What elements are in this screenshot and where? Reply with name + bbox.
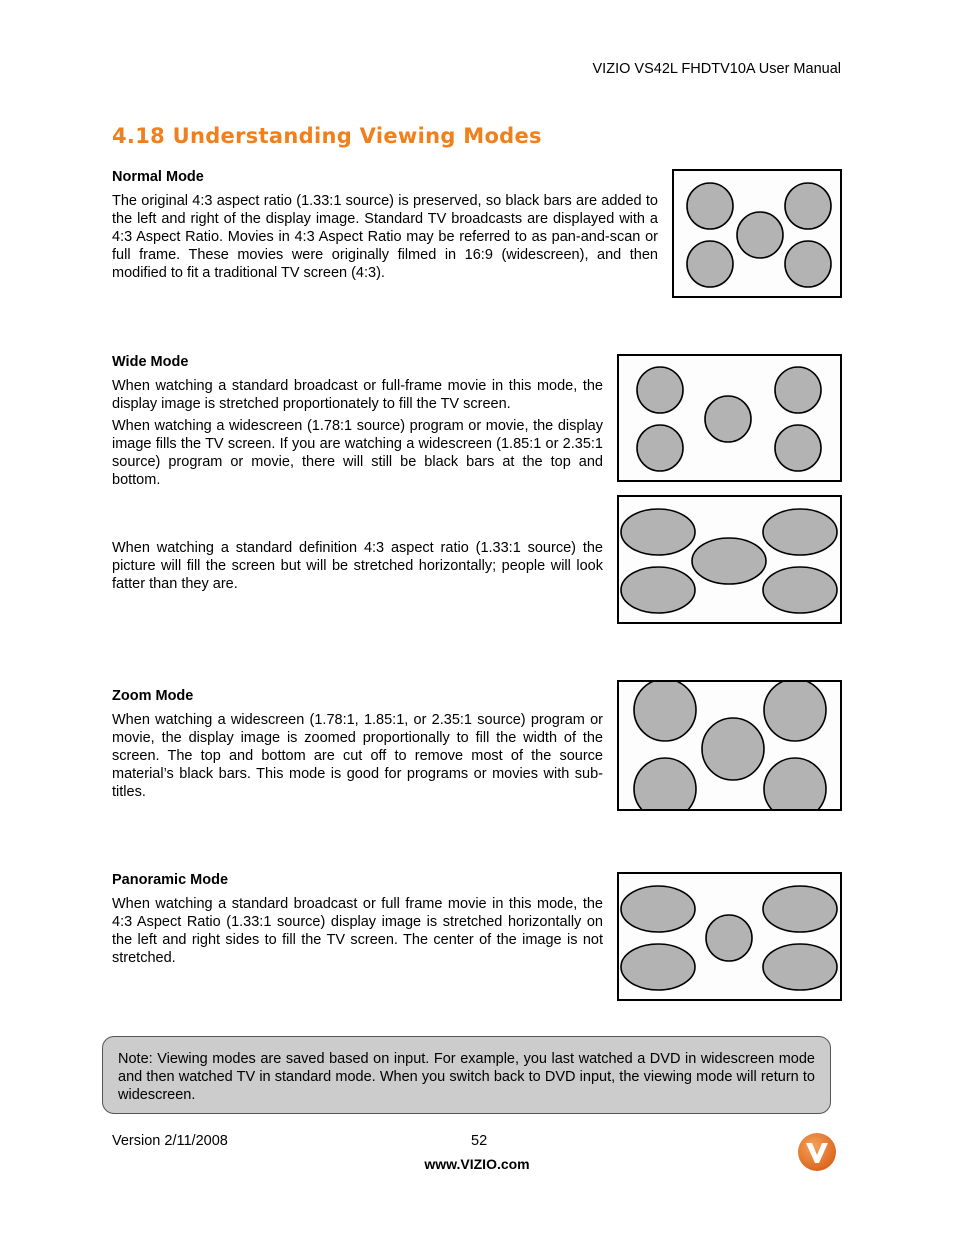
illustration-circle <box>634 758 696 809</box>
illustration-circle <box>785 183 831 229</box>
wide-mode-heading: Wide Mode <box>112 354 189 370</box>
illustration-ellipse <box>763 567 837 613</box>
wide-mode-illustration-stretched <box>617 495 842 624</box>
illustration-ellipse <box>621 509 695 555</box>
illustration-circle <box>764 682 826 741</box>
note-box <box>102 1036 831 1114</box>
footer-url-text: www.VIZIO.com <box>424 1156 530 1172</box>
illustration-circle <box>785 241 831 287</box>
zoom-mode-illustration <box>617 680 842 811</box>
panoramic-mode-illustration <box>617 872 842 1001</box>
illustration-circle <box>775 367 821 413</box>
illustration-circle <box>687 241 733 287</box>
panoramic-mode-heading: Panoramic Mode <box>112 872 229 888</box>
normal-mode-illustration <box>672 169 842 298</box>
section-title: 4.18 Understanding Viewing Modes <box>112 124 542 148</box>
illustration-circle <box>705 396 751 442</box>
manual-title: VIZIO VS42L FHDTV10A User Manual <box>592 61 841 77</box>
illustration-circle <box>737 212 783 258</box>
zoom-mode-heading: Zoom Mode <box>112 688 194 704</box>
illustration-ellipse <box>621 886 695 932</box>
wide-mode-description-2: When watching a widescreen (1.78:1 source) program or movie, the display image fills the TV screen. If you are watching a widescreen (1.85:1 or 2.35:1 source) program or movie, there will still be black bars at the top and bottom. <box>112 418 603 488</box>
panoramic-mode-description: When watching a standard broadcast or full frame movie in this mode, the 4:3 Aspect Ratio (1.33:1 source) display image is stretched horizontally on the left and right sides to fill the TV screen. The center of the image is not stretched. <box>112 896 603 966</box>
illustration-ellipse <box>692 538 766 584</box>
zoom-mode-description: When watching a widescreen (1.78:1, 1.85:1, or 2.35:1 source) program or movie, the display image is zoomed proportionally to fill the width of the screen. The top and bottom are cut off to remove most of the source material’s black bars. This mode is good for programs or movies with sub-titles. <box>112 712 603 800</box>
footer-version: Version 2/11/2008 <box>112 1133 228 1149</box>
illustration-circle <box>775 425 821 471</box>
wide-mode-illustration-widescreen <box>617 354 842 482</box>
normal-mode-heading: Normal Mode <box>112 169 204 185</box>
illustration-circle <box>764 758 826 809</box>
illustration-ellipse <box>621 944 695 990</box>
illustration-circle <box>702 718 764 780</box>
illustration-ellipse <box>763 509 837 555</box>
wide-mode-description-1: When watching a standard broadcast or full-frame movie in this mode, the display image is stretched proportionately to fill the TV screen. <box>112 378 603 412</box>
footer-page-number: 52 <box>471 1133 488 1149</box>
illustration-circle <box>637 425 683 471</box>
illustration-circle <box>706 915 752 961</box>
illustration-circle <box>687 183 733 229</box>
illustration-circle <box>637 367 683 413</box>
illustration-ellipse <box>763 886 837 932</box>
note-text: Note: Viewing modes are saved based on input. For example, you last watched a DVD in widescreen mode and then watched TV in standard mode. When you switch back to DVD input, the viewing mode will return to widescreen. <box>118 1051 815 1103</box>
illustration-ellipse <box>763 944 837 990</box>
vizio-v-logo-icon <box>797 1132 837 1172</box>
illustration-circle <box>634 682 696 741</box>
normal-mode-description: The original 4:3 aspect ratio (1.33:1 source) is preserved, so black bars are added to the left and right of the display image. Standard TV broadcasts are displayed with a 4:3 Aspect Ratio. Movies in 4:3 Aspect Ratio may be referred to as pan-and-scan or full frame. These movies were originally filmed in 16:9 (widescreen), and then modified to fit a traditional TV screen (4:3). <box>112 193 658 281</box>
illustration-ellipse <box>621 567 695 613</box>
wide-mode-description-3: When watching a standard definition 4:3 aspect ratio (1.33:1 source) the picture will fill the screen but will be stretched horizontally; people will look fatter than they are. <box>112 540 603 592</box>
